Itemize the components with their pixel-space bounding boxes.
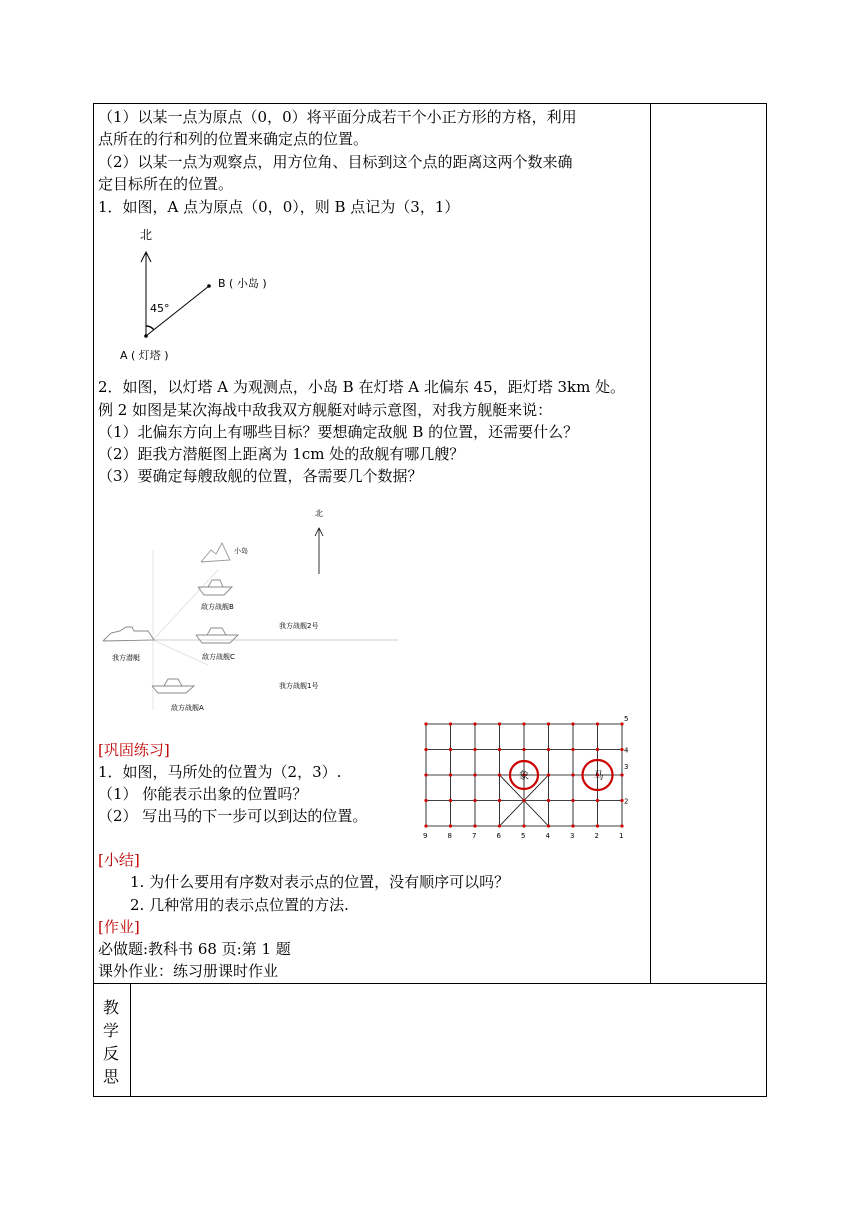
grid-point [571, 824, 574, 827]
grid-point [498, 773, 501, 776]
y-axis-label: 5 [624, 716, 629, 723]
x-axis-label: 6 [496, 832, 501, 838]
table-border-left [93, 103, 94, 1097]
grid-point [424, 773, 427, 776]
grid-point [522, 799, 525, 802]
practice-title: [巩固练习] [98, 741, 170, 759]
grid-point [424, 824, 427, 827]
question-2: （2）距我方潜艇图上距离为 1cm 处的敌舰有哪几艘？ [98, 445, 465, 463]
grid-point [498, 799, 501, 802]
fig2-enemy-b-label: 敌方战舰B [201, 603, 234, 611]
x-axis-label: 8 [447, 832, 452, 838]
fig1-angle-label: 45° [150, 302, 170, 315]
homework-1: 必做题:教科书 68 页:第 1 题 [98, 940, 291, 958]
question-3: （3）要确定每艘敌舰的位置，各需要几个数据？ [98, 467, 423, 485]
column-divider [650, 103, 651, 983]
method2-line2: 定目标所在的位置。 [98, 175, 234, 193]
grid-point [596, 748, 599, 751]
fig2-ship2-label: 我方战舰2号 [279, 622, 319, 630]
fig2-enemy-c-label: 敌方战舰C [202, 653, 235, 661]
grid-point [547, 773, 550, 776]
y-axis-label: 4 [624, 746, 629, 755]
grid-point [620, 773, 623, 776]
table-border-top [93, 103, 767, 104]
naval-battle-figure [98, 500, 408, 718]
practice-1a: （1） 你能表示出象的位置吗？ [98, 785, 308, 803]
grid-point [424, 799, 427, 802]
x-axis-label: 4 [545, 832, 550, 838]
x-axis-label: 5 [521, 832, 526, 838]
x-axis-label: 9 [423, 832, 428, 838]
grid-point [571, 773, 574, 776]
y-axis-label: 2 [624, 797, 629, 806]
table-border-right [766, 103, 767, 1097]
fig2-enemy-a-label: 敌方战舰A [171, 704, 204, 712]
grid-point [596, 799, 599, 802]
enemy-ship-a-icon [152, 686, 194, 693]
practice-1: 1．如图，马所处的位置为（2，3）. [98, 763, 342, 781]
chess-grid-figure [418, 716, 638, 838]
grid-point [522, 748, 525, 751]
grid-point [449, 773, 452, 776]
grid-point [571, 722, 574, 725]
method1-line1: （1）以某一点为原点（0，0）将平面分成若干个小正方形的方格，利用 [98, 108, 577, 126]
grid-point [547, 748, 550, 751]
method2-line1: （2）以某一点为观察点，用方位角、目标到这个点的距离这两个数来确 [98, 153, 573, 171]
table-border-bottom [93, 1096, 767, 1097]
summary-2: 2. 几种常用的表示点位置的方法. [130, 896, 349, 914]
reflect-char-2: 学 [103, 1021, 120, 1040]
example2-intro: 例 2 如图是某次海战中敌我双方舰艇对峙示意图，对我方舰艇来说： [98, 401, 553, 419]
grid-point [449, 824, 452, 827]
grid-point [424, 722, 427, 725]
fig2-island-label: 小岛 [234, 547, 248, 555]
question-1: （1）北偏东方向上有哪些目标？要想确定敌舰 B 的位置，还需要什么？ [98, 423, 579, 441]
summary-1: 1. 为什么要用有序数对表示点的位置，没有顺序可以吗？ [130, 873, 510, 891]
fig2-north-label: 北 [315, 509, 323, 518]
enemy-ship-b-icon [198, 587, 232, 595]
elephant-label: 象 [519, 771, 529, 782]
grid-point [498, 824, 501, 827]
grid-point [571, 799, 574, 802]
grid-point [522, 722, 525, 725]
reflect-char-1: 教 [103, 998, 120, 1017]
practice-1b: （2） 写出马的下一步可以到达的位置。 [98, 807, 368, 825]
grid-point [449, 799, 452, 802]
fig2-ship1-label: 我方战舰1号 [279, 682, 319, 690]
x-axis-label: 3 [570, 832, 575, 838]
grid-point [473, 722, 476, 725]
reflect-divider [130, 983, 131, 1097]
grid-point [473, 799, 476, 802]
grid-point [547, 799, 550, 802]
example2-line: 2．如图，以灯塔 A 为观测点，小岛 B 在灯塔 A 北偏东 45，距灯塔 3km 处。 [98, 378, 626, 396]
homework-2: 课外作业：练习册课时作业 [98, 962, 279, 980]
x-axis-label: 1 [619, 832, 624, 838]
grid-point [473, 773, 476, 776]
grid-point [596, 824, 599, 827]
row-divider [93, 983, 767, 984]
grid-point [473, 824, 476, 827]
grid-point [473, 748, 476, 751]
x-axis-label: 2 [594, 832, 599, 838]
grid-point [596, 722, 599, 725]
grid-point [547, 824, 550, 827]
submarine-icon [103, 627, 154, 641]
grid-point [449, 748, 452, 751]
example1-text: 1．如图，A 点为原点（0，0），则 B 点记为（3，1） [98, 198, 460, 216]
summary-title: [小结] [98, 851, 140, 869]
grid-point [571, 748, 574, 751]
method1-line2: 点所在的行和列的位置来确定点的位置。 [98, 130, 369, 148]
grid-point [620, 824, 623, 827]
y-axis-label: 3 [624, 763, 629, 771]
island-icon [201, 543, 230, 562]
grid-point [547, 722, 550, 725]
x-axis-label: 7 [472, 832, 477, 838]
grid-point [522, 824, 525, 827]
homework-title: [作业] [98, 918, 140, 936]
enemy-ship-c-icon [196, 635, 238, 643]
fig1-north-label: 北 [140, 228, 153, 242]
fig2-sub-label: 我方潜艇 [112, 654, 140, 662]
grid-point [449, 722, 452, 725]
fig1-a-label: A ( 灯塔 ) [120, 349, 169, 362]
lighthouse-figure [110, 222, 300, 367]
reflect-char-3: 反 [103, 1044, 120, 1063]
horse-label: 马 [593, 771, 604, 782]
grid-point [498, 722, 501, 725]
grid-point [498, 748, 501, 751]
reflect-char-4: 思 [103, 1067, 120, 1086]
grid-point [424, 748, 427, 751]
fig1-b-label: B ( 小岛 ) [218, 277, 267, 290]
